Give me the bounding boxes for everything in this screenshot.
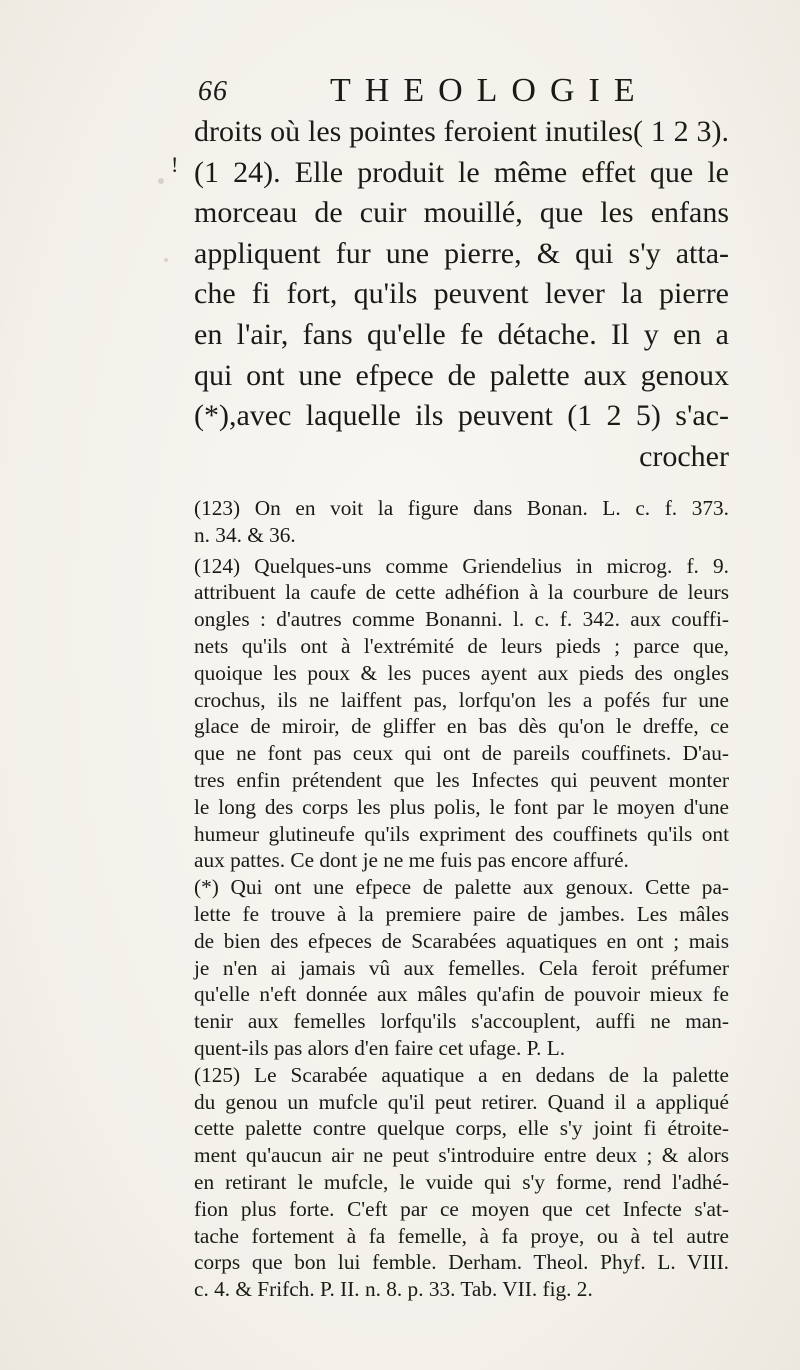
footnote-line: (*) Qui ont une efpece de palette aux genoux. Cette pa- (194, 875, 729, 900)
footnote-line: le long des corps les plus polis, le font par le moyen d'une (194, 794, 729, 819)
main-text (194, 112, 729, 477)
footnote-line: tenir aux femelles lorfqu'ils s'accouplent, auffi ne man- (194, 1009, 729, 1034)
footnote-line: c. 4. & Frifch. P. II. n. 8. p. 33. Tab. VII. fig. 2. (194, 1277, 593, 1302)
footnote-line: tres enfin prétendent que les Infectes qui peuvent monter (194, 767, 729, 792)
footnotes (194, 495, 729, 1303)
footnote-line: du genou un mufcle qu'il peut retirer. Quand il a appliqué (194, 1089, 729, 1114)
footnote-line: crochus, ils ne laiffent pas, lorfqu'on les a pofés fur une (194, 687, 729, 712)
footnote-line: en retirant le mufcle, le vuide qui s'y forme, rend l'adhé- (194, 1169, 729, 1194)
text-line: appliquent fur une pierre, & qui s'y atta- (194, 236, 729, 270)
footnote-line: humeur glutineufe qu'ils expriment des couffinets qu'ils ont (194, 821, 729, 846)
margin-mark: ! (171, 152, 179, 177)
paper-spot (164, 258, 168, 262)
footnote-line: corps que bon lui femble. Derham. Theol. Phyf. L. VIII. (194, 1250, 729, 1275)
footnote-line: lette fe trouve à la premiere paire de jambes. Les mâles (194, 901, 729, 926)
running-title: THEOLOGIE (330, 72, 649, 109)
text-line: morceau de cuir mouillé, que les enfans (194, 196, 729, 230)
footnote-line: (125) Le Scarabée aquatique a en dedans de la palette (194, 1062, 729, 1087)
page-number: 66 (198, 76, 228, 107)
footnote-line: attribuent la caufe de cette adhéfion à la courbure de leurs (194, 580, 729, 605)
text-line: (*),avec laquelle ils peuvent (1 2 5) s'ac- (194, 399, 729, 433)
footnote-line: qu'elle n'eft donnée aux mâles qu'afin de pouvoir mieux fe (194, 982, 729, 1007)
footnote-line: tache fortement à fa femelle, à fa proye, ou à tel autre (194, 1223, 729, 1248)
text-line: qui ont une efpece de palette aux genoux (194, 358, 729, 392)
footnote-line: aux pattes. Ce dont je ne me fuis pas encore affuré. (194, 848, 629, 873)
catchword: crocher (639, 439, 729, 473)
footnote-line: quent-ils pas alors d'en faire cet ufage. P. L. (194, 1035, 566, 1060)
footnote-line: glace de miroir, de gliffer en bas dès qu'on le dreffe, ce (194, 714, 729, 739)
paper-spot (158, 178, 164, 184)
footnote-line: (124) Quelques-uns comme Griendelius in microg. f. 9. (194, 553, 729, 578)
text-line: droits où les pointes feroient inutiles( 1 2 3). (194, 115, 729, 148)
footnote-line: n. 34. & 36. (194, 522, 296, 547)
footnote-line: ment qu'aucun air ne peut s'introduire entre deux ; & alors (194, 1143, 729, 1168)
text-line: en l'air, fans qu'elle fe détache. Il y en a (194, 317, 729, 351)
footnote-line: nets qu'ils ont à l'extrémité de leurs pieds ; parce que, (194, 633, 729, 658)
footnote-line: de bien des efpeces de Scarabées aquatiques en ont ; mais (194, 928, 729, 953)
footnote-line: (123) On en voit la figure dans Bonan. L. c. f. 373. (194, 496, 729, 520)
footnote-line: que ne font pas ceux qui ont de pareils couffinets. D'au- (194, 741, 729, 766)
text-line: che fi fort, qu'ils peuvent lever la pierre (194, 277, 729, 311)
footnote-line: fion plus forte. C'eft par ce moyen que cet Infecte s'at- (194, 1196, 729, 1221)
page-header (198, 72, 718, 116)
footnote-line: cette palette contre quelque corps, elle s'y joint fi étroite- (194, 1116, 729, 1141)
footnote-line: je n'en ai jamais vû aux femelles. Cela feroit préfumer (194, 955, 729, 980)
footnote-line: quoique les poux & les puces ayent aux pieds des ongles (194, 660, 729, 685)
footnote-line: ongles : d'autres comme Bonanni. l. c. f. 342. aux couffi- (194, 607, 729, 632)
text-line: (1 24). Elle produit le même effet que le (194, 155, 729, 189)
